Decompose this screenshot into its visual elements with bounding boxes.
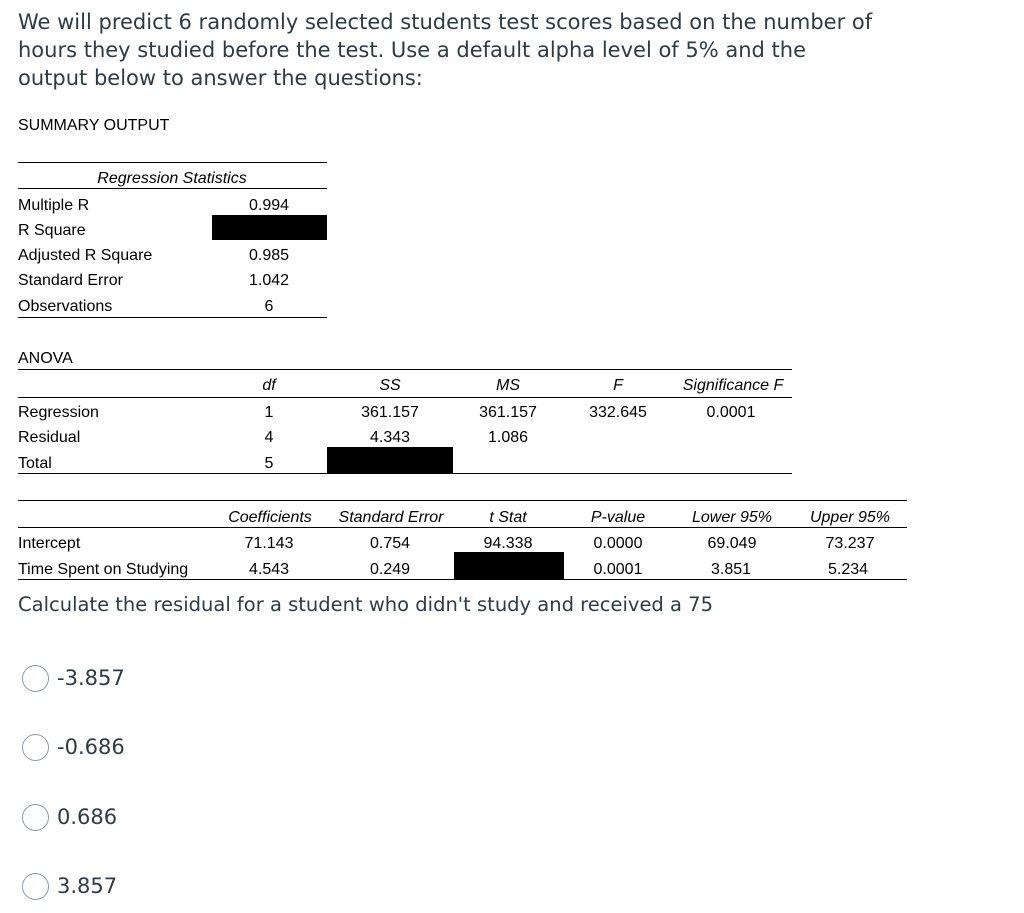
coef-intercept-coefficient: 71.143: [244, 535, 294, 552]
coef-header-upper-95: Upper 95%: [809, 509, 891, 526]
anova-header-ss: SS: [379, 377, 401, 394]
answer-option-3[interactable]: [22, 803, 117, 831]
coef-label-time-spent: Time Spent on Studying: [18, 561, 189, 578]
coef-header-standard-error: Standard Error: [338, 509, 444, 526]
anova-regression-significance-f: 0.0001: [706, 404, 756, 421]
anova-residual-ms: 1.086: [487, 429, 529, 446]
coef-header-lower-95: Lower 95%: [691, 509, 773, 526]
coef-intercept-p-value: 0.0000: [593, 535, 643, 552]
stat-label-standard-error: Standard Error: [18, 272, 123, 289]
stat-label-adjusted-r-square: Adjusted R Square: [18, 247, 153, 264]
radio-button[interactable]: [22, 665, 49, 692]
anova-header-df: df: [262, 377, 276, 394]
answer-option-4[interactable]: [22, 872, 117, 900]
anova-residual-ss: 4.343: [369, 429, 411, 446]
coef-time-spent-p-value: 0.0001: [593, 561, 643, 578]
coef-label-intercept: Intercept: [18, 535, 81, 552]
stat-value-adjusted-r-square: 0.985: [248, 247, 290, 264]
anova-regression-ss: 361.157: [361, 404, 419, 421]
coef-header-p-value: P-value: [590, 509, 646, 526]
coef-intercept-lower-95: 69.049: [707, 535, 757, 552]
stat-value-observations: 6: [264, 298, 274, 315]
stat-label-r-square: R Square: [18, 222, 86, 239]
coef-intercept-standard-error: 0.754: [369, 535, 411, 552]
question-prompt: We will predict 6 randomly selected students test scores based on the number of hours they studied before the test. Use a default alpha level of 5% and the output below to answer the questions:: [18, 10, 873, 90]
coef-time-spent-upper-95: 5.234: [827, 561, 869, 578]
redacted-t-stat-box: [454, 552, 564, 579]
coef-intercept-t-stat: 94.338: [483, 535, 533, 552]
coef-header-coefficients: Coefficients: [228, 509, 312, 526]
redacted-total-ss-box: [327, 447, 453, 473]
regression-statistics-header: Regression Statistics: [97, 170, 247, 187]
anova-label-total: Total: [18, 455, 52, 472]
anova-regression-ms: 361.157: [479, 404, 537, 421]
coef-time-spent-coefficient: 4.543: [248, 561, 290, 578]
coef-intercept-upper-95: 73.237: [825, 535, 875, 552]
coef-header-t-stat: t Stat: [489, 509, 527, 526]
anova-total-df: 5: [264, 455, 274, 472]
radio-button[interactable]: [22, 804, 49, 831]
anova-residual-df: 4: [264, 429, 274, 446]
stat-value-multiple-r: 0.994: [248, 197, 290, 214]
anova-label-regression: Regression: [18, 404, 99, 421]
stat-value-standard-error: 1.042: [248, 272, 290, 289]
anova-header-f: F: [613, 377, 623, 394]
anova-regression-df: 1: [264, 404, 274, 421]
radio-button[interactable]: [22, 734, 49, 761]
anova-header-significance-f: Significance F: [682, 377, 784, 394]
anova-header-ms: MS: [496, 377, 520, 394]
question-text: Calculate the residual for a student who didn't study and received a 75: [18, 593, 713, 616]
summary-output-title: SUMMARY OUTPUT: [18, 117, 170, 134]
answer-option-label: 0.686: [57, 805, 118, 829]
stat-label-observations: Observations: [18, 298, 113, 315]
anova-label-residual: Residual: [18, 429, 81, 446]
radio-button[interactable]: [22, 873, 49, 900]
coef-time-spent-standard-error: 0.249: [369, 561, 411, 578]
stat-label-multiple-r: Multiple R: [18, 197, 90, 214]
answer-option-1[interactable]: [22, 664, 125, 692]
redacted-r-square-box: [212, 215, 327, 240]
anova-title: ANOVA: [18, 350, 73, 367]
anova-regression-f: 332.645: [589, 404, 647, 421]
answer-option-label: -3.857: [57, 666, 125, 690]
answer-option-label: 3.857: [57, 874, 118, 898]
answer-option-2[interactable]: [22, 733, 125, 761]
answer-option-label: -0.686: [57, 735, 125, 759]
coef-time-spent-lower-95: 3.851: [710, 561, 752, 578]
